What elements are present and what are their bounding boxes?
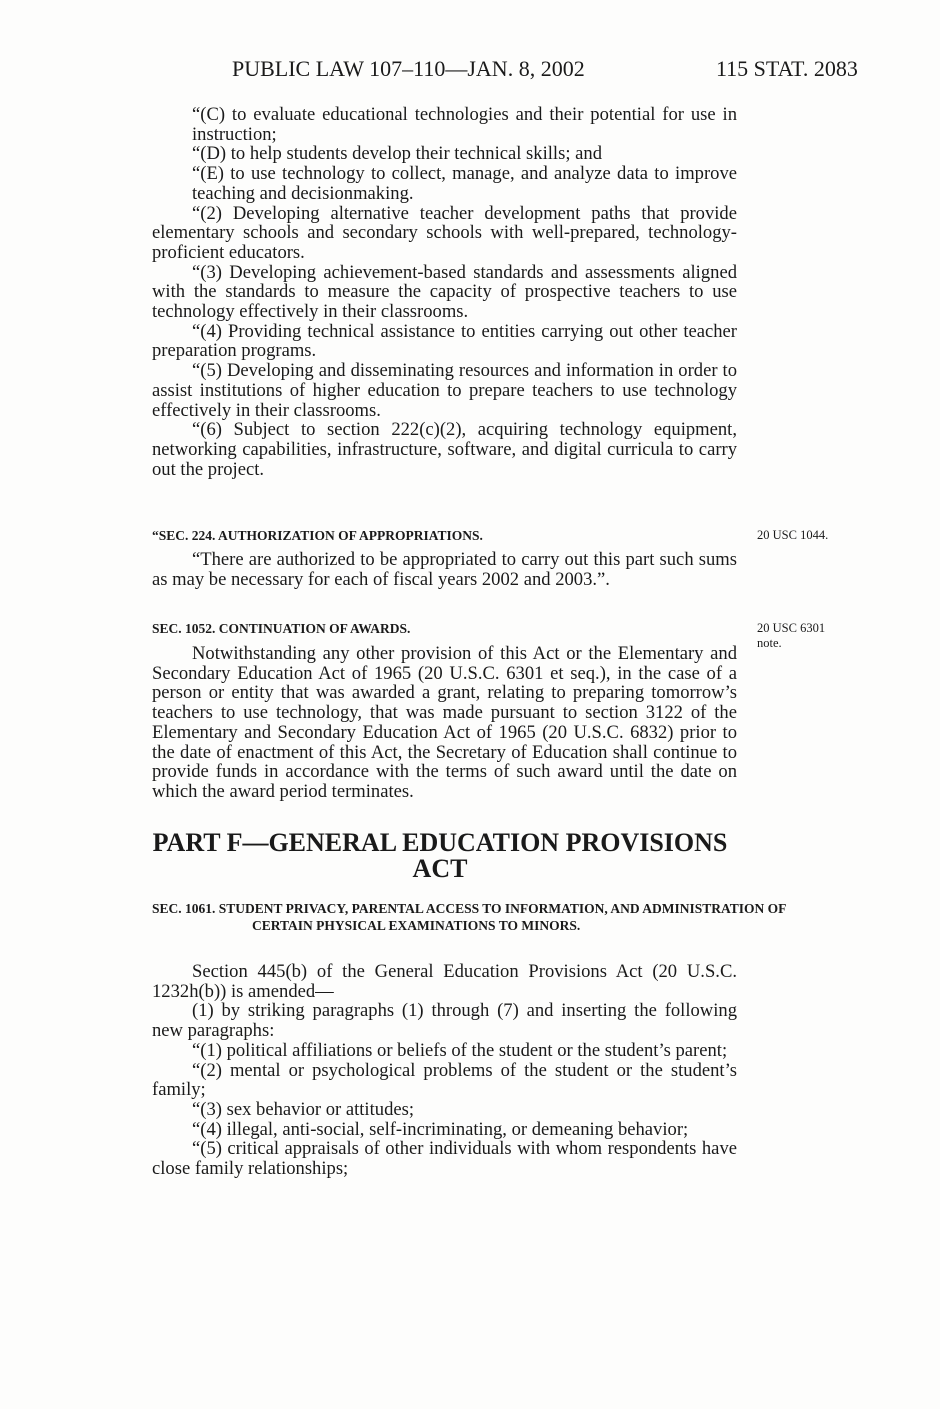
section-1052-body (152, 644, 737, 802)
paragraph: “(6) Subject to section 222(c)(2), acquiring technology equipment, networking capabilities, infrastructure, software, and digital curricula to carry out the project. (152, 419, 737, 480)
paragraph: “(2) mental or psychological problems of the student or the student’s family; (152, 1059, 737, 1101)
paragraph: “(4) illegal, anti-social, self-incriminating, or demeaning behavior; (192, 1118, 689, 1140)
margin-note: 20 USC 1044. (757, 528, 829, 542)
paragraph: Notwithstanding any other provision of this Act or the Elementary and Secondary Education Act of 1965 (20 U.S.C. 6301 et seq.), in the case of a person or entity that was awarded a grant, relating to preparing tomorrow’s teachers to use technology, that was made pursuant to section 3122 of the Elementary and Secondary Education Act of 1965 (20 U.S.C. 6832) prior to the date of enactment of this Act, the Secretary of Education shall continue to provide funds in accordance with the terms of such award until the date on which the award period terminates. (152, 643, 737, 802)
margin-note (757, 621, 825, 651)
running-header: PUBLIC LAW 107–110—JAN. 8, 2002 (232, 56, 585, 81)
paragraph: “(4) Providing technical assistance to entities carrying out other teacher preparation programs. (152, 320, 737, 362)
paragraph: “(2) Developing alternative teacher development paths that provide elementary schools and secondary schools with well-prepared, technology-proficient educators. (152, 202, 737, 263)
section-1061-heading: SEC. 1061. STUDENT PRIVACY, PARENTAL ACCESS TO INFORMATION, AND ADMINISTRATION OF CERTAIN PHYSICAL EXAMINATIONS TO MINORS. (152, 901, 786, 933)
block-teacher-preparation (152, 105, 737, 479)
paragraph: “(D) to help students develop their technical skills; and (192, 143, 602, 165)
section-1061-body (152, 962, 737, 1179)
margin-note-line: 20 USC 6301 (757, 621, 826, 635)
paragraph: (1) by striking paragraphs (1) through (7) and inserting the following new paragraphs: (152, 1000, 737, 1042)
paragraph: “(5) critical appraisals of other individuals with whom respondents have close family relationships; (152, 1138, 737, 1180)
margin-note-line: note. (757, 636, 782, 650)
part-title-line: ACT (412, 854, 468, 883)
section-224-heading: “SEC. 224. AUTHORIZATION OF APPROPRIATIONS. (152, 528, 483, 543)
paragraph: “(1) political affiliations or beliefs of the student or the student’s parent; (192, 1039, 728, 1061)
paragraph: “(5) Developing and disseminating resources and information in order to assist institutions of higher education to prepare teachers to use technology effectively in their classrooms. (152, 360, 737, 421)
page-number: 115 STAT. 2083 (716, 56, 858, 81)
paragraph: “(C) to evaluate educational technologies and their potential for use in instruction; (192, 104, 737, 145)
paragraph: Section 445(b) of the General Education Provisions Act (20 U.S.C. 1232h(b)) is amended— (152, 961, 737, 1002)
section-224-body (152, 550, 737, 589)
part-title (110, 830, 770, 882)
section-1052-heading: SEC. 1052. CONTINUATION OF AWARDS. (152, 621, 411, 636)
part-title-line: PART F—GENERAL EDUCATION PROVISIONS (152, 828, 728, 857)
paragraph: “There are authorized to be appropriated to carry out this part such sums as may be necessary for each of fiscal years 2002 and 2003.”. (152, 549, 737, 590)
paragraph: “(3) sex behavior or attitudes; (192, 1098, 415, 1120)
paragraph: “(E) to use technology to collect, manage, and analyze data to improve teaching and decisionmaking. (192, 163, 737, 204)
paragraph: “(3) Developing achievement-based standards and assessments aligned with the standards to measure the capacity of prospective teachers to use technology effectively in their classrooms. (152, 261, 737, 323)
